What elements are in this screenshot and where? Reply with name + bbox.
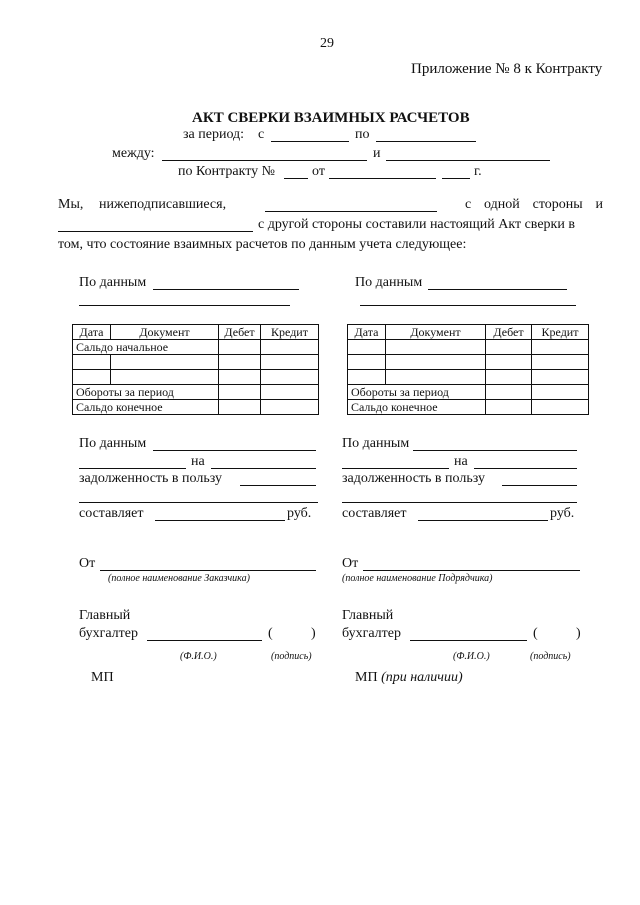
- period-to-label: по: [355, 127, 370, 142]
- right-stamp-label: [355, 670, 463, 686]
- credit-cell[interactable]: [261, 355, 319, 370]
- turnover-label: Обороты за период: [348, 385, 486, 400]
- period-label: за период:: [183, 127, 245, 142]
- credit-cell[interactable]: [532, 370, 589, 385]
- intro-signed: нижеподписавшиеся,: [99, 197, 227, 212]
- right-sign-caption: (подпись): [530, 651, 571, 662]
- intro-party-two-field[interactable]: [58, 231, 253, 232]
- right-from-field[interactable]: [363, 570, 580, 571]
- date-cell[interactable]: [348, 340, 386, 355]
- right-debt-in-favor-field[interactable]: [502, 485, 577, 486]
- contract-date-field[interactable]: [329, 178, 436, 179]
- left-fio-caption: (Ф.И.О.): [180, 651, 217, 662]
- debit-cell[interactable]: [486, 355, 532, 370]
- contract-year-field[interactable]: [442, 178, 470, 179]
- debit-cell[interactable]: [219, 370, 261, 385]
- column-header-date: Дата: [73, 325, 111, 340]
- right-stamp-text: МП: [355, 670, 378, 685]
- document-title: АКТ СВЕРКИ ВЗАИМНЫХ РАСЧЕТОВ: [192, 110, 470, 126]
- contract-year-label: г.: [474, 164, 482, 179]
- opening-debit-cell[interactable]: [219, 340, 261, 355]
- column-header-credit: Кредит: [261, 325, 319, 340]
- left-sign-caption: (подпись): [271, 651, 312, 662]
- table-row: [348, 340, 589, 355]
- left-debt-in-favor-field[interactable]: [240, 485, 316, 486]
- right-from-label: От: [342, 556, 359, 571]
- table-row: [348, 355, 589, 370]
- credit-cell[interactable]: [261, 370, 319, 385]
- table-row-closing: [348, 400, 589, 415]
- left-from-caption: (полное наименование Заказчика): [108, 573, 250, 584]
- left-debt-date-field-a[interactable]: [79, 468, 186, 469]
- document-cell[interactable]: [111, 370, 219, 385]
- left-by-data-field[interactable]: [153, 289, 299, 290]
- contract-number-field[interactable]: [284, 178, 308, 179]
- closing-credit-cell[interactable]: [532, 400, 589, 415]
- document-cell[interactable]: [386, 340, 486, 355]
- period-to-field[interactable]: [376, 141, 476, 142]
- right-ledger-table: [347, 324, 589, 415]
- left-from-field[interactable]: [100, 570, 316, 571]
- closing-balance-label: Сальдо конечное: [348, 400, 486, 415]
- debit-cell[interactable]: [486, 340, 532, 355]
- right-accountant-line2: бухгалтер: [342, 626, 401, 641]
- closing-debit-cell[interactable]: [219, 400, 261, 415]
- right-debt-date-field-a[interactable]: [342, 468, 449, 469]
- contract-label: по Контракту №: [178, 164, 276, 179]
- intro-state: том, что состояние взаимных расчетов по данным учета следующее:: [58, 237, 467, 252]
- left-debt-extra-field[interactable]: [79, 502, 318, 503]
- right-debt-amount-field[interactable]: [418, 520, 548, 521]
- intro-party-one-field[interactable]: [265, 211, 437, 212]
- left-by-data-label: По данным: [79, 275, 147, 290]
- left-accountant-line1: Главный: [79, 608, 131, 623]
- right-paren-close: ): [576, 626, 581, 641]
- intro-we: Мы,: [58, 197, 84, 212]
- left-accountant-fio-field[interactable]: [147, 640, 262, 641]
- closing-credit-cell[interactable]: [261, 400, 319, 415]
- turnover-credit-cell[interactable]: [261, 385, 319, 400]
- table-header-row: [73, 325, 319, 340]
- right-paren-open: (: [533, 626, 538, 641]
- right-by-data-field[interactable]: [428, 289, 567, 290]
- right-debt-in-favor-label: задолженность в пользу: [342, 471, 485, 486]
- column-header-debit: Дебет: [219, 325, 261, 340]
- page-number: 29: [320, 36, 334, 51]
- debit-cell[interactable]: [486, 370, 532, 385]
- period-from-field[interactable]: [271, 141, 349, 142]
- right-debt-on-label: на: [454, 454, 468, 469]
- period-from-label: с: [258, 127, 265, 142]
- right-debt-currency: руб.: [550, 506, 575, 521]
- table-row-turnover: [73, 385, 319, 400]
- right-debt-extra-field[interactable]: [342, 502, 577, 503]
- between-and-label: и: [373, 146, 381, 161]
- left-debt-amount-label: составляет: [79, 506, 144, 521]
- column-header-date: Дата: [348, 325, 386, 340]
- right-stamp-note: (при наличии): [381, 670, 463, 685]
- left-paren-open: (: [268, 626, 273, 641]
- table-row-turnover: [348, 385, 589, 400]
- turnover-debit-cell[interactable]: [219, 385, 261, 400]
- closing-balance-label: Сальдо конечное: [73, 400, 219, 415]
- date-cell[interactable]: [73, 355, 111, 370]
- closing-debit-cell[interactable]: [486, 400, 532, 415]
- turnover-label: Обороты за период: [73, 385, 219, 400]
- table-row: [73, 355, 319, 370]
- right-debt-by-data-label: По данным: [342, 436, 410, 451]
- turnover-debit-cell[interactable]: [486, 385, 532, 400]
- table-row-closing: [73, 400, 319, 415]
- column-header-document: Документ: [386, 325, 486, 340]
- right-accountant-fio-field[interactable]: [410, 640, 527, 641]
- right-debt-date-field-b[interactable]: [474, 468, 577, 469]
- left-by-data-field-2[interactable]: [79, 305, 290, 306]
- document-cell[interactable]: [386, 370, 486, 385]
- credit-cell[interactable]: [532, 355, 589, 370]
- table-header-row: [348, 325, 589, 340]
- credit-cell[interactable]: [532, 340, 589, 355]
- right-fio-caption: (Ф.И.О.): [453, 651, 490, 662]
- turnover-credit-cell[interactable]: [532, 385, 589, 400]
- date-cell[interactable]: [348, 370, 386, 385]
- column-header-debit: Дебет: [486, 325, 532, 340]
- date-cell[interactable]: [348, 355, 386, 370]
- contract-date-label: от: [312, 164, 325, 179]
- between-label: между:: [112, 146, 155, 161]
- left-debt-date-field-b[interactable]: [211, 468, 316, 469]
- left-debt-amount-field[interactable]: [155, 520, 285, 521]
- left-debt-on-label: на: [191, 454, 205, 469]
- left-debt-by-data-field[interactable]: [153, 450, 316, 451]
- table-row: [73, 370, 319, 385]
- annex-label: Приложение № 8 к Контракту: [411, 61, 603, 77]
- party-one-field[interactable]: [162, 160, 367, 161]
- column-header-document: Документ: [111, 325, 219, 340]
- right-accountant-line1: Главный: [342, 608, 394, 623]
- left-debt-in-favor-label: задолженность в пользу: [79, 471, 222, 486]
- right-debt-amount-label: составляет: [342, 506, 407, 521]
- document-cell[interactable]: [386, 355, 486, 370]
- right-debt-by-data-field[interactable]: [413, 450, 577, 451]
- left-paren-close: ): [311, 626, 316, 641]
- intro-one-side: с одной стороны и: [465, 197, 603, 212]
- left-debt-currency: руб.: [287, 506, 312, 521]
- debit-cell[interactable]: [219, 355, 261, 370]
- left-ledger-table: [72, 324, 319, 415]
- right-by-data-field-2[interactable]: [360, 305, 576, 306]
- document-cell[interactable]: [111, 355, 219, 370]
- right-from-caption: (полное наименование Подрядчика): [342, 573, 493, 584]
- intro-other-side: с другой стороны составили настоящий Акт сверки в: [258, 217, 575, 232]
- left-debt-by-data-label: По данным: [79, 436, 147, 451]
- party-two-field[interactable]: [386, 160, 550, 161]
- left-stamp-label: МП: [91, 670, 114, 685]
- left-from-label: От: [79, 556, 96, 571]
- column-header-credit: Кредит: [532, 325, 589, 340]
- left-accountant-line2: бухгалтер: [79, 626, 138, 641]
- right-by-data-label: По данным: [355, 275, 423, 290]
- date-cell[interactable]: [73, 370, 111, 385]
- opening-credit-cell[interactable]: [261, 340, 319, 355]
- table-row: [348, 370, 589, 385]
- opening-balance-label: Сальдо начальное: [73, 340, 219, 355]
- table-row-opening: [73, 340, 319, 355]
